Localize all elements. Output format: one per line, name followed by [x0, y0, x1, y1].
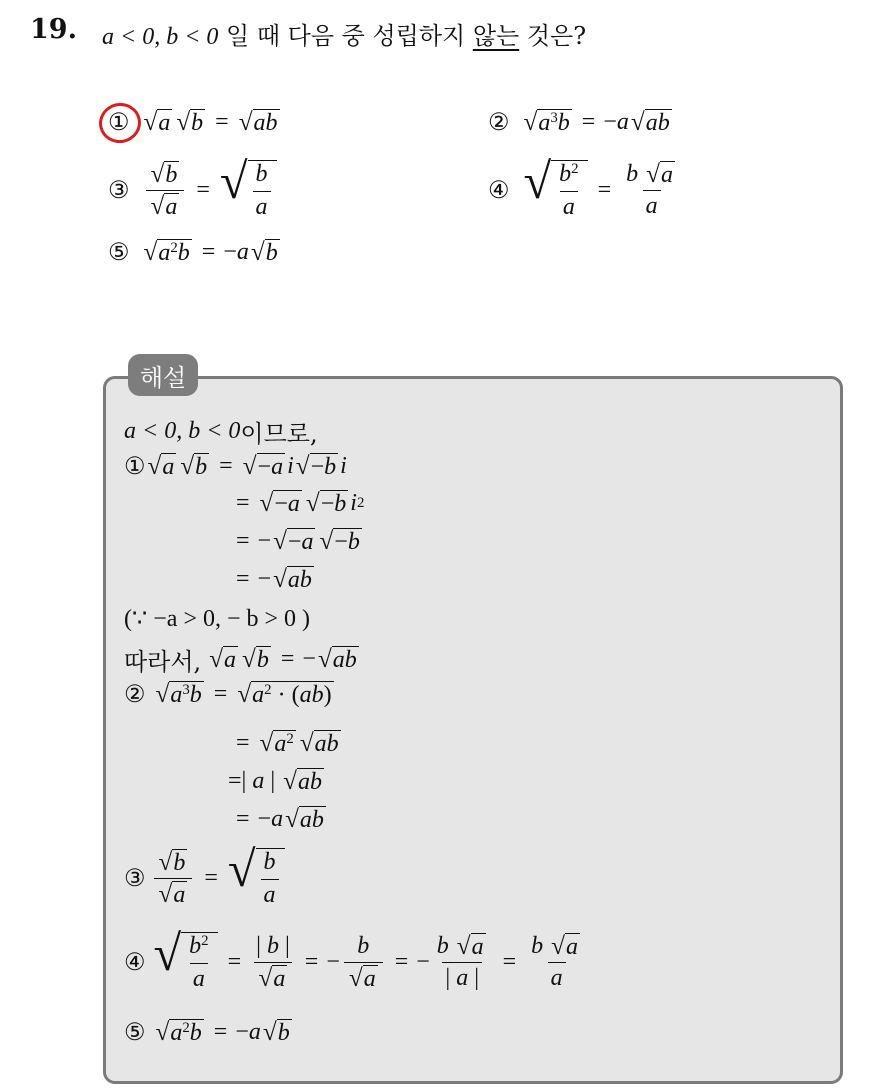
question-text-underlined: 않는 [472, 22, 520, 50]
choice-marker: ④ [488, 178, 510, 205]
solution-step-2-line-3: =| a | √ ab [228, 768, 322, 795]
solution-step-1: ① √ a √ b = √ −a i √ −b i [124, 452, 347, 480]
solution-step-2-line-2: = √ $a^2$ √ ab [236, 730, 339, 758]
choice-5[interactable]: ⑤ √ $a^2b$ = −a √ b [108, 238, 278, 266]
choice-3[interactable]: ③ √ b √ a = √ $\frac{b}{a}$ [108, 160, 279, 221]
solution-because: (∵ −a > 0, − b > 0 ) [124, 606, 311, 632]
question-text-after: 것은? [519, 22, 587, 50]
choice-marker: ⑤ [108, 240, 130, 266]
solution-marker-4: ④ [124, 950, 146, 977]
choice-1[interactable]: ① √ a √ b = √ ab [108, 108, 278, 136]
solution-step-2-line-4: = −a √ ab [236, 806, 324, 833]
question-text-before: 일 때 다음 중 성립하지 [218, 22, 473, 50]
solution-step-4: ④ √ $\frac{b^2}{a}$ = | b | √ a = − b √ a = − b √ a | a | = b √ a a [124, 925, 578, 993]
solution-step-2: ② √ $a^3b$ = √ $a^2 \cdot (ab)$ [124, 680, 332, 708]
choice-marker: ③ [108, 178, 130, 205]
solution-marker-3: ③ [124, 866, 146, 893]
solution-marker-5: ⑤ [124, 1020, 146, 1046]
question-number: 19. [30, 14, 77, 45]
solution-therefore: 따라서, √ a √ b = − √ ab [124, 642, 361, 677]
solution-step-5: ⑤ √ $a^2b$ = −a √ b [124, 1018, 290, 1046]
solution-therefore-text: 따라서, [124, 648, 202, 676]
question-text [102, 16, 586, 51]
solution-condition: a < 0, b < 0 [124, 418, 241, 444]
solution-intro [124, 414, 318, 449]
solution-intro-text: 이므로, [240, 420, 318, 448]
solution-tab: 해설 [128, 354, 198, 396]
choice-marker: ① [108, 110, 130, 136]
choice-marker: ② [488, 110, 510, 136]
solution-marker-2: ② [124, 682, 146, 708]
solution-step-3: ③ √ b √ a = √ $\frac{b}{a}$ [124, 848, 287, 909]
solution-step-1-line-4: = − √ ab [236, 566, 312, 593]
choice-2[interactable]: ② √ $a^3b$ = −a √ ab [488, 108, 670, 136]
question-condition: a < 0, b < 0 [102, 24, 219, 50]
solution-step-1-line-2: = √ −a √ −b i 2 [236, 490, 365, 517]
choice-4[interactable]: ④ √ $\frac{b^2}{a}$ = b √ a a [488, 153, 673, 220]
solution-step-1-line-3: = − √ −a √ −b [236, 528, 360, 555]
solution-marker-1: ① [124, 454, 146, 480]
